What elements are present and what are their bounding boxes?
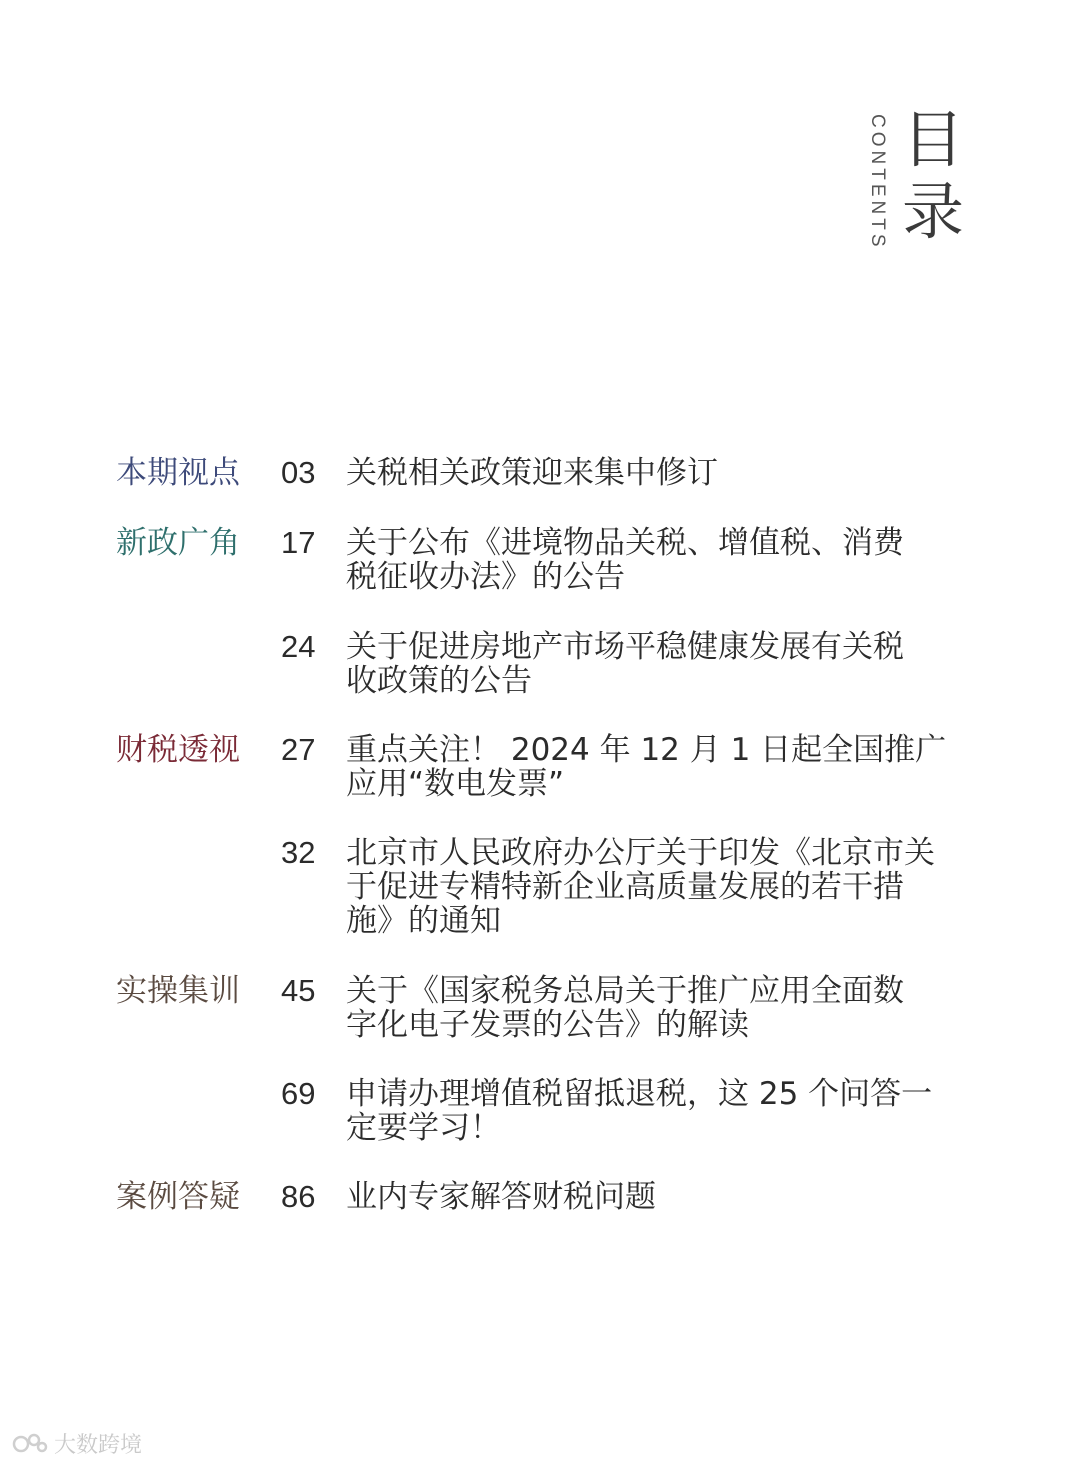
watermark	[12, 1428, 142, 1459]
page-number: 32	[281, 835, 316, 870]
page-number: 69	[281, 1076, 316, 1111]
entry-title	[346, 630, 971, 698]
page-number: 45	[281, 973, 316, 1008]
entry-title	[346, 836, 971, 938]
entry-title-line: 重点关注！ 2024 年 12 月 1 日起全国推广	[346, 732, 947, 768]
entry-title	[346, 526, 971, 594]
entry-title-line: 申请办理增值税留抵退税，这 25 个问答一	[346, 1076, 933, 1112]
contents-title-cn	[898, 104, 968, 248]
entry-title	[346, 1180, 971, 1214]
section-label: 新政广角	[116, 525, 240, 561]
entry-title-line: 于促进专精特新企业高质量发展的若干措	[346, 869, 904, 905]
entry-title-line: 关于促进房地产市场平稳健康发展有关税	[346, 629, 904, 665]
page-number: 17	[281, 525, 316, 560]
watermark-logo-icon	[12, 1431, 48, 1457]
title-char-2: 录	[901, 175, 964, 248]
entry-title-line: 施》的通知	[346, 903, 501, 939]
section-label: 实操集训	[116, 973, 240, 1009]
entry-title-line: 北京市人民政府办公厅关于印发《北京市关	[346, 835, 935, 871]
page-number: 24	[281, 629, 316, 664]
contents-title	[860, 103, 970, 260]
entry-title-line: 税征收办法》的公告	[346, 559, 625, 595]
entry-title	[346, 974, 971, 1042]
entry-title-line: 业内专家解答财税问题	[346, 1179, 656, 1215]
entry-title-line: 关于《国家税务总局关于推广应用全面数	[346, 973, 904, 1009]
entry-title-line: 字化电子发票的公告》的解读	[346, 1007, 749, 1043]
entry-title-line: 关税相关政策迎来集中修订	[346, 455, 718, 491]
section-label: 本期视点	[116, 455, 240, 491]
entry-title	[346, 733, 971, 801]
page-number: 27	[281, 732, 316, 767]
contents-title-en: CONTENTS	[867, 114, 888, 251]
watermark-text: 大数跨境	[54, 1433, 143, 1458]
page-number: 86	[281, 1179, 316, 1214]
entry-title-line: 应用“数电发票”	[346, 766, 565, 802]
section-label: 案例答疑	[116, 1179, 240, 1215]
page-number: 03	[281, 455, 316, 490]
entry-title-line: 关于公布《进境物品关税、增值税、消费	[346, 525, 904, 561]
entry-title-line: 收政策的公告	[346, 663, 532, 699]
entry-title	[346, 456, 971, 490]
entry-title	[346, 1077, 971, 1145]
title-char-1: 目	[901, 103, 964, 176]
entry-title-line: 定要学习！	[346, 1110, 501, 1146]
section-label: 财税透视	[116, 732, 240, 768]
